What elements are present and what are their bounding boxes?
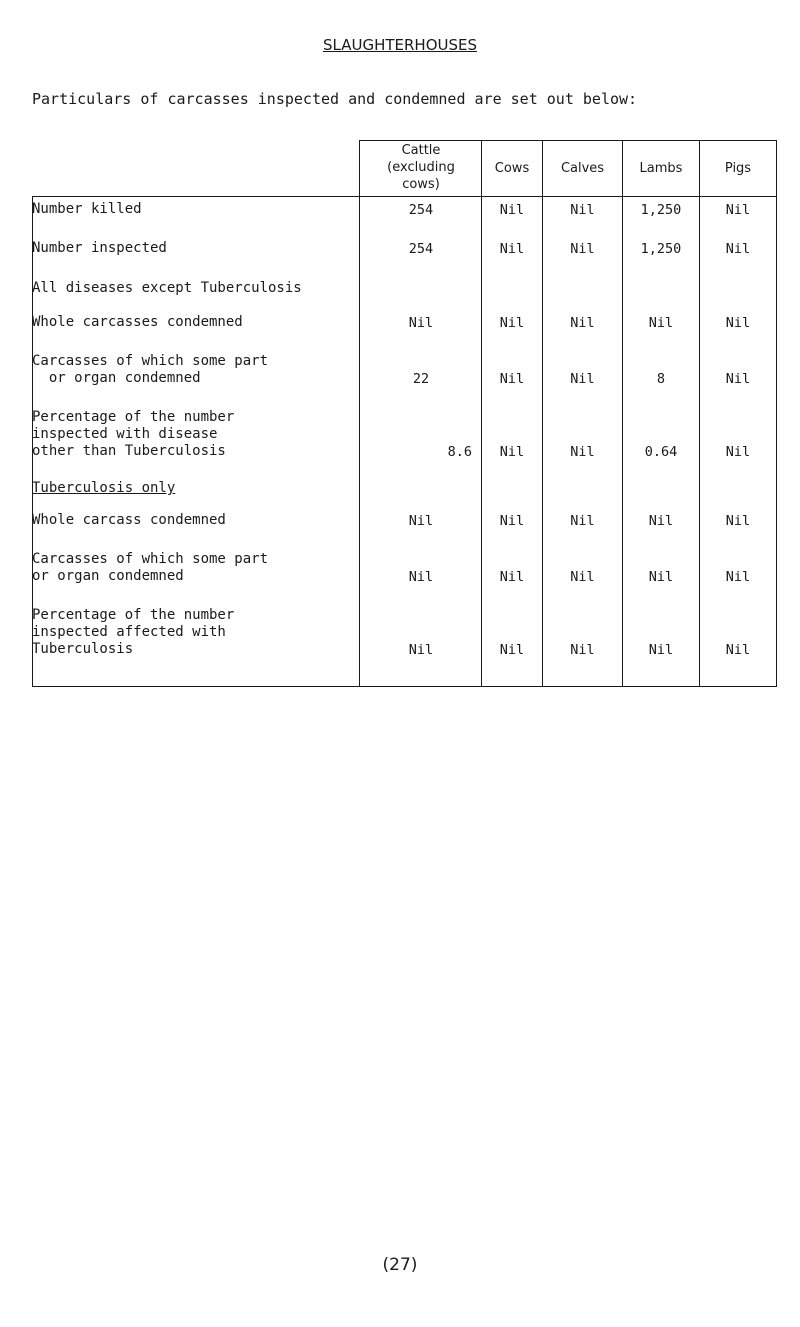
table-cell: 0.64 [644,444,678,460]
table-top-rule [360,140,777,141]
table-cell: Nil [570,444,595,460]
table-cell: Nil [570,642,595,658]
table-cell: Nil [408,569,434,585]
carcass-inspection-table [32,140,777,687]
table-cell: Nil [499,202,525,218]
table-cell: Nil [499,371,525,387]
row-label-whole-carcasses-condemned: Whole carcasses condemned [32,314,243,330]
table-cell: Nil [408,642,434,658]
table-cell: 22 [412,371,430,387]
column-divider [481,140,482,687]
table-cell: Nil [499,569,525,585]
page-number: (27) [382,1255,418,1275]
column-header-cattle: Cattle (excluding cows) [387,143,455,192]
table-cell: 1,250 [640,241,682,257]
table-cell: Nil [725,202,751,218]
table-cell: Nil [648,642,674,658]
column-header-calves: Calves [560,161,605,176]
table-cell: Nil [725,315,751,331]
table-cell: Nil [570,241,595,257]
table-cell: 254 [408,202,434,218]
column-header-lambs: Lambs [639,161,683,176]
section-heading-tuberculosis: Tuberculosis only [32,480,176,496]
column-divider [542,140,543,687]
table-cell: Nil [725,371,751,387]
table-cell: 1,250 [640,202,682,218]
table-right-border [776,140,777,687]
table-cell: Nil [725,241,751,257]
table-cell: Nil [570,202,595,218]
table-cell: 8 [656,371,666,387]
table-cell: Nil [570,315,595,331]
row-label-part-condemned: Carcasses of which some part or organ condemned [32,353,269,386]
table-cell: Nil [570,371,595,387]
row-label-number-killed: Number killed [32,201,142,217]
row-label-percentage-disease: Percentage of the number inspected with disease other than Tuberculosis [32,409,235,459]
table-cell: Nil [648,513,674,529]
table-header-rule [32,196,777,197]
table-cell: 8.6 [447,444,472,460]
table-cell: Nil [499,444,525,460]
table-cell: Nil [570,569,595,585]
table-cell: Nil [648,315,674,331]
table-cell: Nil [408,513,434,529]
table-cell: Nil [570,513,595,529]
page-heading: SLAUGHTERHOUSES [322,36,477,54]
table-cell: Nil [725,569,751,585]
column-header-cows: Cows [494,161,530,176]
table-bottom-rule [32,686,777,687]
column-divider [622,140,623,687]
table-cell: Nil [725,642,751,658]
table-cell: Nil [499,642,525,658]
row-label-part-condemned-tb: Carcasses of which some part or organ condemned [32,551,269,584]
table-cell: Nil [725,444,751,460]
intro-text: Particulars of carcasses inspected and condemned are set out below: [32,90,638,108]
column-divider [699,140,700,687]
row-label-number-inspected: Number inspected [32,240,167,256]
table-cell: Nil [499,513,525,529]
row-label-whole-carcass-condemned-tb: Whole carcass condemned [32,512,226,528]
table-cell: Nil [725,513,751,529]
table-cell: Nil [499,315,525,331]
row-label-percentage-tb: Percentage of the number inspected affected with Tuberculosis [32,607,235,657]
table-cell: 254 [408,241,434,257]
table-cell: Nil [499,241,525,257]
section-heading-all-diseases: All diseases except Tuberculosis [32,280,302,296]
table-cell: Nil [648,569,674,585]
column-divider [359,140,360,687]
table-cell: Nil [408,315,434,331]
column-header-pigs: Pigs [724,161,752,176]
